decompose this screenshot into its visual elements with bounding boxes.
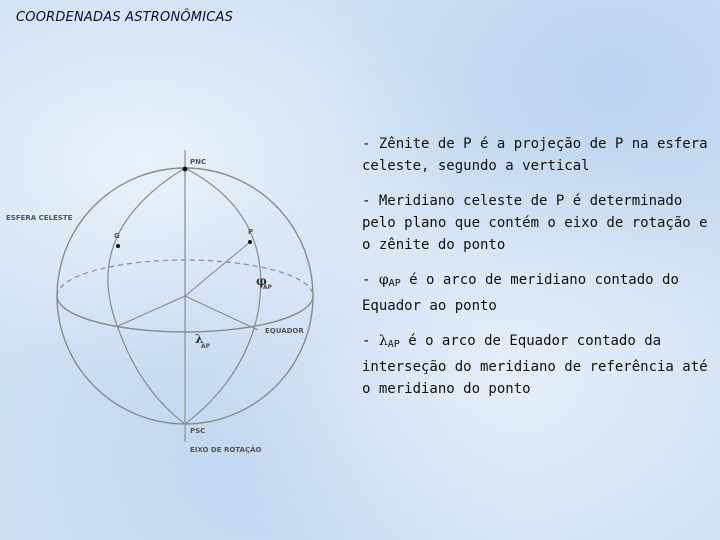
- label-lambda: λ: [195, 332, 204, 346]
- note-phi: [362, 269, 718, 317]
- g-point: [116, 244, 120, 248]
- note-meridiano: - Meridiano celeste de P é determinado pelo plano que contém o eixo de rotação e o zênite do ponto: [362, 193, 708, 253]
- pnc-point: [183, 167, 188, 172]
- point-meridian: [185, 168, 261, 424]
- lambda-subscript: AP: [387, 339, 400, 350]
- label-equador: EQUADOR: [265, 327, 304, 335]
- label-phi-sub: AP: [263, 284, 273, 291]
- slide-title: COORDENADAS ASTRONÔMICAS: [16, 10, 234, 25]
- label-lambda-sub: AP: [201, 343, 211, 350]
- label-pnc: PNC: [190, 158, 207, 166]
- note-zenite: - Zênite de P é a projeção de P na esfera celeste, segundo a vertical: [362, 136, 708, 174]
- reference-meridian: [108, 168, 185, 424]
- label-phi: φ: [256, 274, 267, 288]
- note-lambda: [362, 330, 718, 400]
- note-lambda-dash: -: [362, 333, 379, 349]
- label-p: P: [248, 228, 254, 236]
- label-psc: PSC: [190, 427, 206, 435]
- label-esfera-celeste: ESFERA CELESTE: [6, 214, 73, 222]
- notes-panel: [362, 133, 718, 413]
- radius-to-p: [185, 242, 250, 296]
- label-g: G: [114, 232, 120, 240]
- phi-subscript: AP: [388, 278, 401, 289]
- p-point: [248, 240, 252, 244]
- lambda-symbol: λ: [378, 333, 388, 349]
- radius-to-equator: [185, 296, 258, 330]
- label-eixo-rotacao: EIXO DE ROTAÇÃO: [190, 446, 262, 454]
- note-phi-dash: -: [362, 272, 379, 288]
- radius-to-reference: [118, 296, 185, 326]
- note-lambda-text: é o arco de Equador contado da interseção do meridiano de referência até o meridiano do ponto: [362, 333, 708, 397]
- phi-symbol: φ: [378, 272, 389, 288]
- note-phi-text: é o arco de meridiano contado do Equador ao ponto: [362, 272, 679, 314]
